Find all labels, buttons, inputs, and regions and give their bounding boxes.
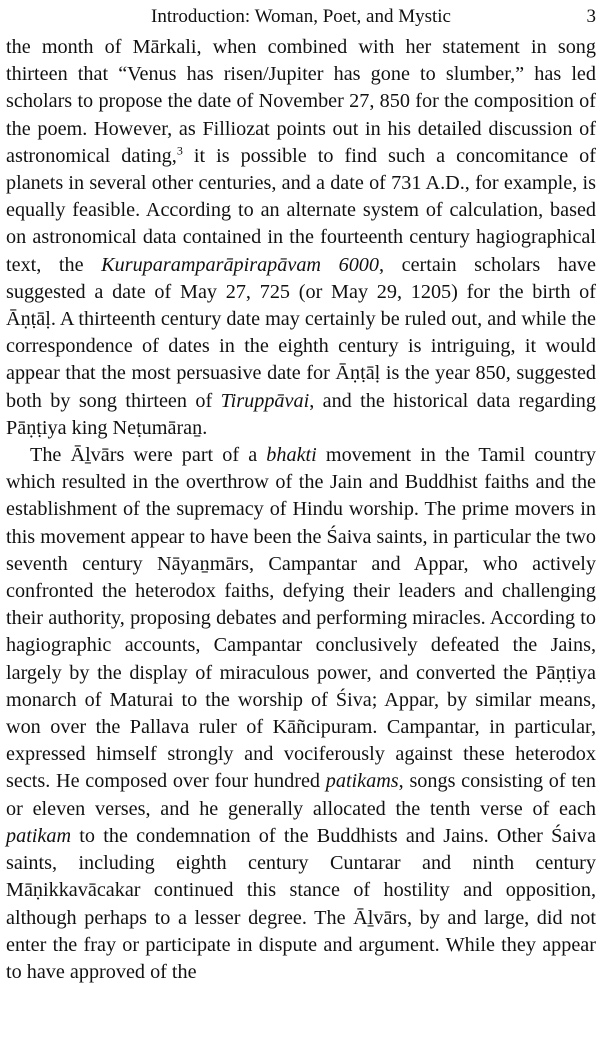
text-run: , certain scholars have suggested a date of May 27, 725 (or May 29, 1205) for the birth of Āṇṭāḷ. A thirteenth century date may certainly be ruled out, and while the correspondence of dates in the eighth century is intriguing, it would appear that the most persuasive date for Āṇṭāḷ is the year 850, suggested both by song thirteen of (6, 253, 596, 412)
italic-term: Kuruparamparāpirapāvam 6000 (101, 253, 379, 276)
paragraph (6, 442, 596, 986)
running-title: Introduction: Woman, Poet, and Mystic (151, 6, 451, 27)
italic-term: patikams (325, 770, 399, 793)
text-run: , and the historical data regarding Pāṇṭiya king Neṭumāraṉ. (6, 389, 596, 439)
text-run: to the condemnation of the Buddhists and Jains. Other Śaiva saints, including eighth century Cuntarar and ninth century Māṇikkavācakar continued this stance of hostility and opposition, although perhaps to a lesser degree. The Āḻvārs, by and large, did not enter the fray or participate in dispute and argument. While they appear to have approved of the (6, 824, 596, 983)
italic-term: Tiruppāvai (220, 389, 310, 412)
body-text (6, 34, 596, 986)
italic-term: bhakti (266, 444, 317, 467)
text-run: the month of Mārkali, when combined with her statement in song thirteen that “Venus has risen/Jupiter has gone to slumber,” has led scholars to propose the date of November 27, 850 for the composition of the poem. However, as Filliozat points out in his detailed discussion of astronomical dating, (6, 36, 596, 167)
text-run: , songs consisting of ten or eleven verses, and he generally allocated the tenth verse of each (6, 770, 596, 820)
italic-term: patikam (6, 824, 72, 847)
text-run: it is possible to find such a concomitance of planets in several other centuries, and a date of 731 A.D., for example, is equally feasible. According to an alternate system of calculation, based on astronomical data contained in the fourteenth century hagiographical text, the (6, 144, 597, 276)
text-run: movement in the Tamil country which resulted in the overthrow of the Jain and Buddhist faiths and the establishment of the supremacy of Hindu worship. The prime movers in this movement appear to have been the Śaiva saints, in particular the two seventh century Nāyaṉmārs, Campantar and Appar, who actively confronted the heterodox faiths, defying their leaders and challenging their authority, proposing debates and performing miracles. According to hagiographic accounts, Campantar conclusively defeated the Jains, largely by the display of miraculous power, and converted the Pāṇṭiya monarch of Maturai to the worship of Śiva; Appar, by similar means, won over the Pallava ruler of Kāñcipuram. Campantar, in particular, expressed himself strongly and vociferously against these heterodox sects. He composed over four hundred (6, 444, 597, 793)
running-header (6, 4, 596, 34)
paragraph (6, 34, 596, 442)
page-number: 3 (586, 6, 596, 27)
footnote-ref: 3 (176, 143, 183, 158)
text-run: The Āḻvārs were part of a (30, 444, 267, 467)
